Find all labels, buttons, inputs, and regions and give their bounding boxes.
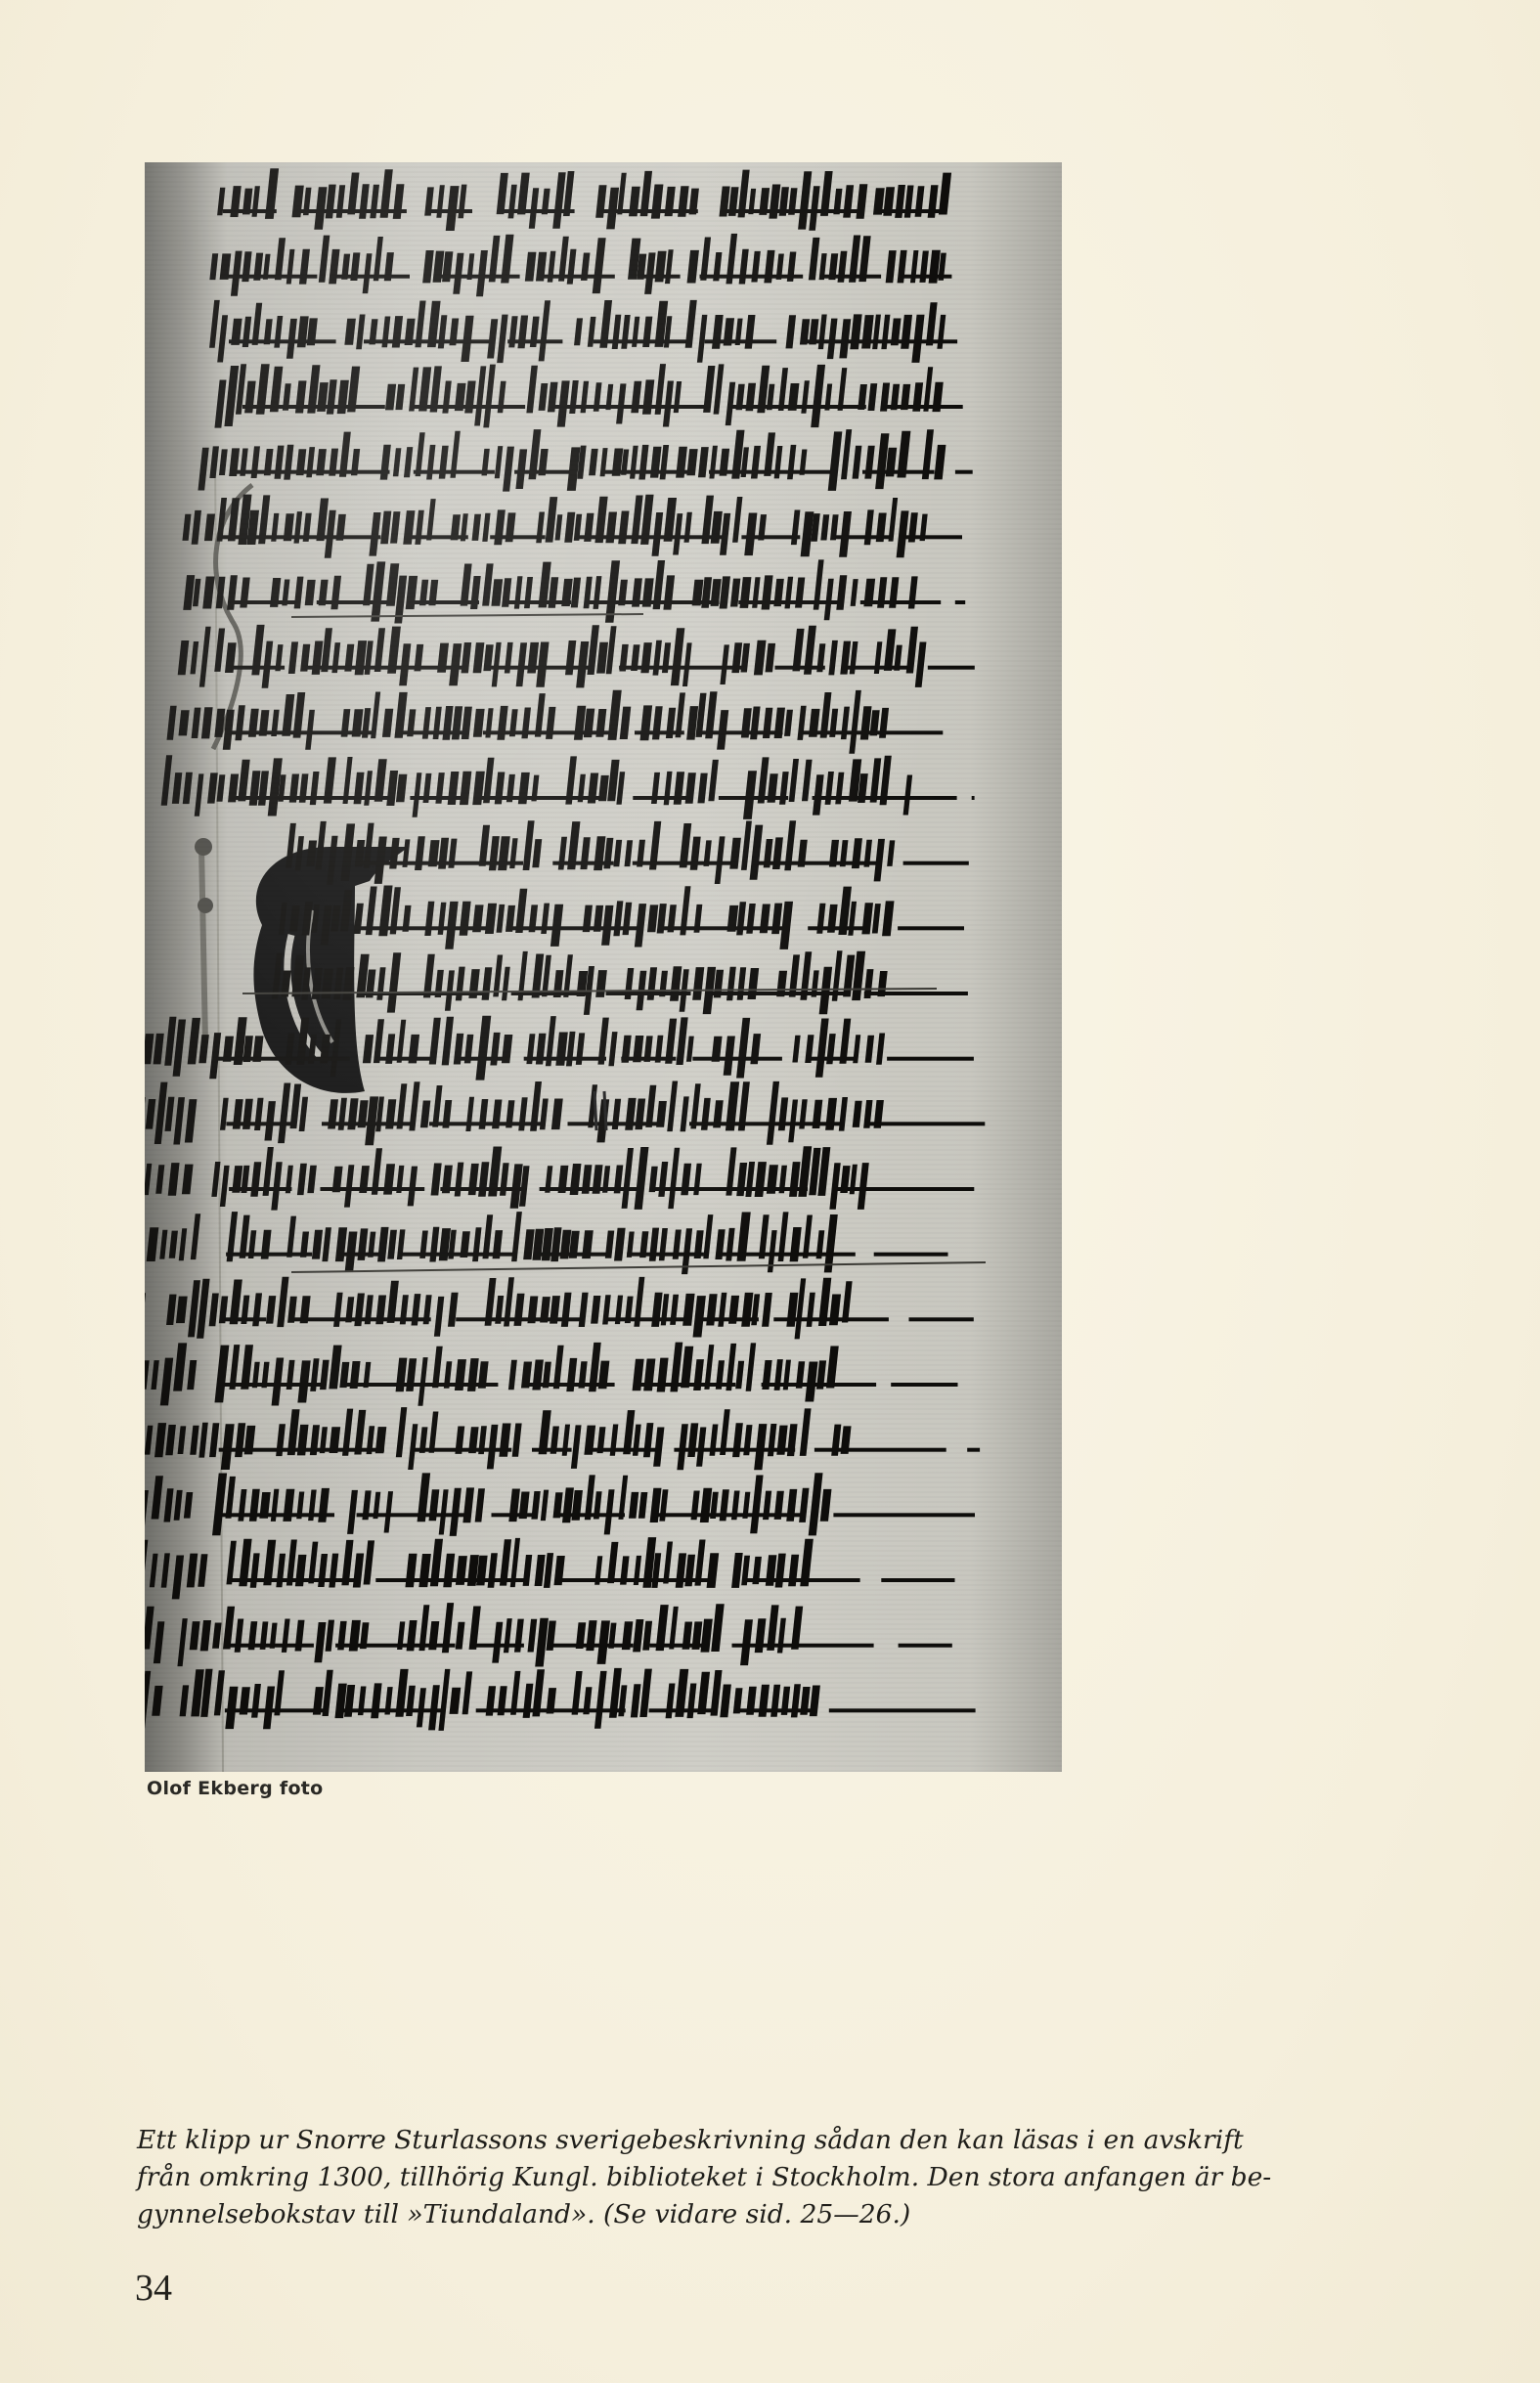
- ruling-line: [594, 1091, 596, 1130]
- script-word: [886, 250, 952, 284]
- script-word: [497, 171, 575, 229]
- script-word: [666, 1669, 976, 1718]
- margin-dot: [195, 838, 212, 856]
- script-word: [594, 1537, 860, 1588]
- script-word: [828, 429, 935, 491]
- script-word: [145, 1476, 334, 1533]
- script-line: [145, 1603, 952, 1666]
- photo-credit: Olof Ekberg foto: [147, 1778, 324, 1799]
- script-word: [701, 496, 800, 555]
- script-word: [209, 300, 336, 363]
- script-word: [314, 1620, 524, 1663]
- script-word: [864, 498, 962, 557]
- script-word: [251, 625, 468, 688]
- script-word: [743, 756, 957, 819]
- script-line: [145, 1343, 958, 1406]
- manuscript-script-svg: [145, 162, 1062, 1772]
- script-line: [279, 886, 964, 949]
- margin-dot: [198, 898, 213, 913]
- script-word: [385, 365, 525, 428]
- script-word: [792, 1019, 974, 1078]
- script-word: [703, 364, 866, 427]
- script-word: [576, 1604, 874, 1664]
- page-number: 34: [135, 2268, 172, 2309]
- caption-line: gynnelsebokstav till »Tiundaland». (Se vidare sid. 25—26.): [137, 2199, 911, 2229]
- script-line: [167, 690, 944, 754]
- script-word: [380, 431, 495, 480]
- script-word: [525, 237, 615, 293]
- script-line: [209, 234, 951, 296]
- script-word: [740, 1605, 952, 1665]
- script-word: [198, 432, 389, 491]
- script-word: [291, 169, 406, 229]
- script-line: [145, 1277, 974, 1340]
- script-word: [726, 1146, 974, 1210]
- script-word: [809, 236, 881, 283]
- script-word: [639, 691, 782, 749]
- script-word: [526, 364, 710, 427]
- script-word: [567, 445, 694, 491]
- caption-line: Ett klipp ur Snorre Sturlassons sverigebeskrivning sådan den kan läsas i en avskrift: [137, 2125, 1244, 2155]
- script-word: [451, 509, 546, 545]
- script-word: [344, 301, 491, 363]
- script-line: [145, 1473, 975, 1536]
- manuscript-photograph: [145, 162, 1062, 1772]
- script-word: [786, 1278, 973, 1340]
- script-word: [677, 1408, 946, 1470]
- script-line: [145, 1081, 985, 1146]
- script-line: [145, 1146, 974, 1210]
- script-word: [687, 234, 804, 285]
- script-word: [829, 838, 969, 881]
- ruling-line: [604, 1091, 606, 1130]
- script-word: [574, 300, 688, 349]
- caption-line: från omkring 1300, tillhörig Kungl. biblioteket i Stockholm. Den stora anfangen är be-: [137, 2162, 1272, 2192]
- script-word: [690, 1473, 975, 1535]
- script-line: [209, 300, 957, 363]
- script-word: [776, 950, 968, 1014]
- script-word: [680, 820, 880, 884]
- script-word: [182, 495, 380, 558]
- script-word: [685, 300, 777, 363]
- script-word: [873, 173, 951, 218]
- script-word: [814, 559, 941, 620]
- script-word: [481, 429, 573, 492]
- script-line: [198, 429, 972, 492]
- script-word: [424, 185, 472, 231]
- script-word: [479, 820, 614, 870]
- script-word: [741, 690, 943, 754]
- script-word: [628, 239, 681, 294]
- script-word: [785, 302, 957, 363]
- script-word: [209, 238, 317, 296]
- script-line: [272, 950, 968, 1015]
- script-word: [767, 1081, 985, 1145]
- script-line: [214, 364, 962, 428]
- script-line: [145, 1537, 955, 1599]
- script-line: [161, 755, 975, 819]
- script-word: [422, 235, 519, 296]
- script-line: [182, 495, 962, 558]
- script-word: [874, 627, 975, 687]
- script-word: [214, 1345, 498, 1405]
- script-word: [676, 430, 837, 480]
- script-word: [595, 171, 699, 230]
- script-word: [536, 495, 726, 556]
- script-line: [145, 1668, 976, 1731]
- script-word: [651, 1293, 889, 1338]
- script-word: [791, 510, 891, 557]
- ruling-line: [291, 614, 643, 617]
- script-word: [487, 300, 562, 363]
- script-word: [858, 367, 962, 412]
- script-word: [903, 775, 975, 816]
- script-line: [178, 625, 975, 688]
- script-line: [145, 1407, 980, 1470]
- script-word: [719, 170, 867, 231]
- script-word: [217, 168, 279, 219]
- script-line: [217, 168, 951, 231]
- script-word: [762, 1346, 957, 1402]
- margin-stain: [201, 847, 205, 1042]
- script-word: [286, 1216, 517, 1271]
- script-word: [319, 236, 410, 294]
- script-word: [214, 364, 384, 427]
- figure-caption: [137, 2122, 1388, 2233]
- script-word: [583, 886, 786, 947]
- ruling-line: [291, 1262, 986, 1272]
- script-word: [565, 625, 746, 687]
